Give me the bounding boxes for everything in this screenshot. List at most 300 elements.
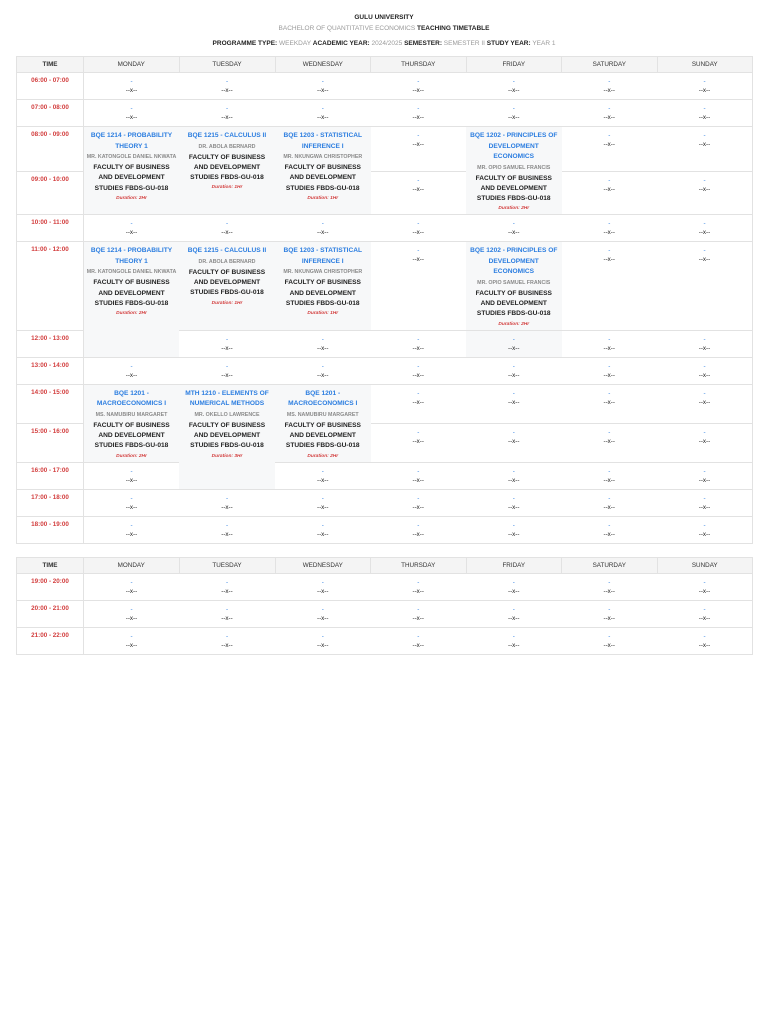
class-slot-wednesday[interactable] — [275, 127, 371, 215]
empty-slot-friday — [466, 423, 562, 462]
column-header-saturday: SATURDAY — [562, 57, 658, 73]
lecturer-name: MR. NKUNGWA CHRISTOPHER — [283, 154, 363, 160]
time-slot-label: 16:00 - 17:00 — [17, 462, 84, 489]
lecturer-name: MR. KATONGOLE DANIEL NKWATA — [86, 154, 177, 160]
empty-dash: - — [417, 220, 420, 228]
lecturer-name: MS. NAMUBIRU MARGARET — [95, 411, 168, 418]
empty-slot-wednesday — [275, 73, 371, 100]
time-slot-label: 19:00 - 20:00 — [17, 574, 84, 601]
column-header-monday: MONDAY — [84, 57, 180, 73]
duration-label: Duration: 1Hr — [307, 311, 339, 317]
empty-marker: --x-- — [603, 114, 616, 121]
column-header-saturday: SATURDAY — [562, 558, 658, 574]
empty-marker: --x-- — [316, 503, 329, 511]
empty-marker: --x-- — [603, 476, 616, 484]
empty-slot-thursday — [371, 462, 467, 489]
timetable-row — [17, 574, 753, 601]
empty-dash: - — [512, 362, 515, 370]
course-title[interactable]: BQE 1203 - STATISTICAL INFERENCE I — [283, 132, 363, 150]
empty-slot-sunday — [657, 462, 753, 489]
university-name: GULU UNIVERSITY — [354, 14, 414, 21]
timetable-row — [17, 357, 753, 384]
empty-dash: - — [512, 78, 515, 85]
empty-marker: --x-- — [412, 87, 425, 94]
venue-name: FACULTY OF BUSINESS AND DEVELOPMENT STUDIES FBDS-GU-018 — [284, 421, 361, 450]
empty-dash: - — [225, 494, 229, 502]
empty-marker: --x-- — [412, 371, 425, 379]
empty-marker: --x-- — [698, 476, 711, 484]
empty-marker: --x-- — [221, 229, 233, 237]
column-header-wednesday: WEDNESDAY — [275, 558, 371, 574]
empty-marker: --x-- — [125, 530, 138, 538]
empty-slot-saturday — [562, 628, 658, 655]
empty-slot-wednesday — [275, 215, 371, 242]
empty-marker: --x-- — [412, 114, 425, 121]
empty-dash: - — [703, 362, 706, 370]
lecturer-name: MR. NKUNGWA CHRISTOPHER — [283, 269, 363, 276]
class-slot-friday[interactable] — [466, 127, 562, 215]
empty-slot-saturday — [562, 516, 658, 543]
empty-dash: - — [130, 105, 133, 112]
empty-marker: --x-- — [603, 615, 616, 622]
timetable-row — [17, 127, 753, 172]
empty-marker: --x-- — [698, 141, 711, 148]
lecturer-name: DR. ABOLA BERNARD — [198, 258, 256, 265]
empty-dash: - — [130, 579, 133, 586]
empty-marker: --x-- — [221, 344, 233, 352]
timetable-row — [17, 462, 753, 489]
empty-marker: --x-- — [603, 141, 616, 148]
semester-value: SEMESTER II — [443, 40, 485, 47]
empty-dash: - — [225, 606, 229, 613]
empty-marker: --x-- — [698, 615, 711, 622]
empty-marker: --x-- — [412, 503, 425, 511]
empty-marker: --x-- — [316, 588, 329, 595]
course-title[interactable]: BQE 1203 - STATISTICAL INFERENCE I — [283, 247, 363, 265]
duration-label: Duration: 1Hr — [211, 185, 243, 191]
empty-dash: - — [130, 606, 133, 613]
empty-slot-saturday — [562, 423, 658, 462]
timetable-row — [17, 215, 753, 242]
empty-slot-thursday — [371, 127, 467, 172]
time-slot-label: 18:00 - 19:00 — [17, 516, 84, 543]
time-slot-label: 21:00 - 22:00 — [17, 628, 84, 655]
empty-marker: --x-- — [316, 615, 329, 622]
empty-slot-friday — [466, 462, 562, 489]
empty-dash: - — [703, 132, 706, 139]
duration-label: Duration: 3Hr — [211, 453, 243, 459]
empty-dash: - — [417, 467, 420, 475]
column-header-monday: MONDAY — [84, 558, 180, 574]
class-slot-friday[interactable] — [466, 242, 562, 330]
empty-marker: --x-- — [698, 398, 711, 406]
empty-slot-sunday — [657, 127, 753, 172]
empty-dash: - — [703, 335, 706, 343]
empty-dash: - — [703, 220, 706, 228]
empty-marker: --x-- — [125, 87, 138, 94]
empty-dash: - — [417, 633, 420, 640]
empty-slot-sunday — [657, 516, 753, 543]
empty-marker: --x-- — [603, 642, 616, 649]
empty-dash: - — [703, 78, 706, 85]
empty-slot-saturday — [562, 242, 658, 330]
empty-marker: --x-- — [412, 588, 425, 595]
empty-slot-saturday — [562, 127, 658, 172]
empty-marker: --x-- — [698, 114, 711, 121]
class-slot-wednesday[interactable] — [275, 384, 371, 462]
empty-marker: --x-- — [698, 256, 711, 264]
time-slot-label: 12:00 - 13:00 — [17, 330, 84, 357]
empty-marker: --x-- — [507, 476, 520, 484]
empty-slot-thursday — [371, 172, 467, 215]
course-title[interactable]: MTH 1210 - ELEMENTS OF NUMERICAL METHODS — [185, 389, 269, 408]
empty-slot-sunday — [657, 242, 753, 330]
empty-marker: --x-- — [698, 186, 711, 194]
duration-label: Duration: 2Hr — [116, 195, 147, 201]
empty-slot-tuesday — [179, 516, 275, 543]
empty-marker: --x-- — [507, 114, 520, 121]
empty-marker: --x-- — [603, 398, 616, 406]
empty-slot-saturday — [562, 330, 658, 357]
empty-dash: - — [512, 220, 515, 228]
empty-marker: --x-- — [698, 642, 711, 649]
time-slot-label: 13:00 - 14:00 — [17, 357, 84, 384]
empty-marker: --x-- — [412, 344, 425, 352]
column-header-time: TIME — [17, 558, 84, 574]
empty-slot-thursday — [371, 242, 467, 330]
empty-slot-thursday — [371, 423, 467, 462]
empty-slot-thursday — [371, 330, 467, 357]
empty-marker: --x-- — [412, 530, 425, 538]
empty-dash: - — [608, 78, 611, 85]
empty-dash: - — [512, 335, 515, 343]
time-slot-label: 06:00 - 07:00 — [17, 73, 84, 100]
empty-dash: - — [512, 467, 515, 475]
empty-dash: - — [321, 633, 324, 640]
lecturer-name: DR. ABOLA BERNARD — [198, 143, 256, 150]
empty-dash: - — [321, 78, 324, 85]
empty-slot-monday — [84, 357, 180, 384]
empty-marker: --x-- — [412, 476, 425, 484]
empty-marker: --x-- — [316, 530, 329, 538]
time-slot-label: 08:00 - 09:00 — [17, 127, 84, 172]
empty-marker: --x-- — [603, 344, 616, 352]
column-header-wednesday: WEDNESDAY — [275, 57, 371, 73]
empty-dash: - — [417, 105, 420, 112]
empty-marker: --x-- — [698, 588, 711, 595]
class-slot-monday[interactable] — [84, 127, 180, 215]
programme-type-value: WEEKDAY — [279, 40, 311, 47]
column-header-friday: FRIDAY — [466, 558, 562, 574]
empty-dash: - — [130, 633, 133, 640]
empty-marker: --x-- — [603, 503, 616, 511]
empty-slot-monday — [84, 73, 180, 100]
empty-dash: - — [512, 521, 515, 529]
empty-dash: - — [130, 521, 133, 529]
empty-marker: --x-- — [698, 344, 711, 352]
empty-dash: - — [417, 247, 420, 255]
empty-slot-tuesday — [179, 574, 275, 601]
empty-slot-sunday — [657, 73, 753, 100]
empty-marker: --x-- — [221, 503, 233, 511]
empty-slot-thursday — [371, 574, 467, 601]
empty-slot-monday — [84, 462, 180, 489]
empty-dash: - — [417, 389, 420, 397]
empty-slot-sunday — [657, 215, 753, 242]
course-title[interactable]: BQE 1215 - CALCULUS II — [187, 132, 267, 139]
class-slot-wednesday[interactable] — [275, 242, 371, 330]
timetable-meta — [0, 40, 768, 47]
empty-dash: - — [130, 78, 133, 85]
venue-name: FACULTY OF BUSINESS AND DEVELOPMENT STUDIES FBDS-GU-018 — [475, 174, 552, 203]
duration-label: Duration: 2Hr — [498, 206, 530, 212]
empty-marker: --x-- — [125, 371, 138, 379]
empty-slot-saturday — [562, 100, 658, 127]
empty-slot-monday — [84, 215, 180, 242]
empty-slot-saturday — [562, 172, 658, 215]
empty-slot-monday — [84, 489, 180, 516]
empty-marker: --x-- — [603, 588, 616, 595]
empty-slot-sunday — [657, 574, 753, 601]
lecturer-name: MR. KATONGOLE DANIEL NKWATA — [86, 269, 177, 276]
empty-dash: - — [608, 389, 611, 397]
empty-marker: --x-- — [412, 229, 425, 237]
empty-slot-thursday — [371, 215, 467, 242]
empty-slot-wednesday — [275, 357, 371, 384]
duration-label: Duration: 1Hr — [211, 300, 243, 306]
empty-dash: - — [225, 579, 229, 586]
empty-marker: --x-- — [412, 437, 425, 445]
empty-dash: - — [608, 105, 611, 112]
course-title[interactable]: BQE 1215 - CALCULUS II — [187, 247, 267, 255]
timetable-row — [17, 384, 753, 423]
class-slot-monday[interactable] — [84, 384, 180, 462]
course-title[interactable]: BQE 1214 - PROBABILITY THEORY 1 — [90, 247, 173, 265]
empty-dash: - — [608, 521, 611, 529]
empty-marker: --x-- — [221, 642, 233, 649]
timetable-row — [17, 628, 753, 655]
empty-marker: --x-- — [316, 371, 329, 379]
empty-slot-friday — [466, 357, 562, 384]
empty-slot-thursday — [371, 601, 467, 628]
empty-slot-friday — [466, 73, 562, 100]
empty-marker: --x-- — [412, 186, 425, 194]
empty-slot-wednesday — [275, 601, 371, 628]
duration-label: Duration: 2Hr — [498, 321, 530, 327]
empty-dash: - — [417, 521, 420, 529]
empty-dash: - — [512, 633, 515, 640]
empty-slot-wednesday — [275, 100, 371, 127]
empty-dash: - — [417, 335, 420, 343]
empty-slot-friday — [466, 516, 562, 543]
empty-dash: - — [417, 579, 420, 586]
duration-label: Duration: 2Hr — [116, 311, 147, 317]
column-header-sunday: SUNDAY — [657, 558, 753, 574]
empty-dash: - — [225, 521, 229, 529]
venue-name: FACULTY OF BUSINESS AND DEVELOPMENT STUDIES FBDS-GU-018 — [93, 164, 170, 192]
duration-label: Duration: 2Hr — [307, 453, 339, 459]
empty-slot-thursday — [371, 516, 467, 543]
document-title: TEACHING TIMETABLE — [416, 25, 490, 32]
column-header-friday: FRIDAY — [466, 57, 562, 73]
empty-dash: - — [417, 132, 420, 139]
empty-dash: - — [225, 220, 229, 228]
empty-dash: - — [512, 389, 515, 397]
programme-name: BACHELOR OF QUANTITATIVE ECONOMICS — [278, 25, 416, 32]
empty-marker: --x-- — [412, 256, 425, 264]
empty-dash: - — [225, 362, 229, 370]
programme-title — [0, 25, 768, 32]
empty-slot-wednesday — [275, 574, 371, 601]
study-year-label: STUDY YEAR: — [486, 40, 531, 47]
empty-marker: --x-- — [125, 114, 138, 121]
venue-name: FACULTY OF BUSINESS AND DEVELOPMENT STUDIES FBDS-GU-018 — [188, 153, 266, 182]
empty-marker: --x-- — [125, 588, 138, 595]
empty-marker: --x-- — [507, 371, 520, 379]
empty-dash: - — [703, 105, 706, 112]
lecturer-name: MR. OPIO SAMUEL FRANCIS — [477, 279, 551, 286]
venue-name: FACULTY OF BUSINESS AND DEVELOPMENT STUDIES FBDS-GU-018 — [93, 421, 170, 450]
empty-dash: - — [417, 362, 420, 370]
empty-dash: - — [321, 362, 324, 370]
empty-dash: - — [417, 606, 420, 613]
column-header-time: TIME — [17, 57, 84, 73]
timetable-day — [16, 56, 753, 544]
column-header-tuesday: TUESDAY — [179, 558, 275, 574]
class-slot-tuesday[interactable] — [179, 384, 275, 489]
empty-slot-saturday — [562, 215, 658, 242]
column-header-sunday: SUNDAY — [657, 57, 753, 73]
empty-slot-tuesday — [179, 330, 275, 357]
empty-dash: - — [130, 494, 133, 502]
empty-dash: - — [703, 247, 706, 255]
empty-slot-wednesday — [275, 489, 371, 516]
empty-dash: - — [417, 428, 420, 436]
timetable-row — [17, 242, 753, 330]
course-title[interactable]: BQE 1202 - PRINCIPLES OF DEVELOPMENT ECONOMICS — [470, 247, 558, 276]
empty-marker: --x-- — [221, 615, 233, 622]
venue-name: FACULTY OF BUSINESS AND DEVELOPMENT STUDIES FBDS-GU-018 — [475, 289, 552, 318]
empty-slot-friday — [466, 100, 562, 127]
empty-dash: - — [703, 606, 706, 613]
empty-slot-tuesday — [179, 489, 275, 516]
empty-slot-sunday — [657, 100, 753, 127]
empty-dash: - — [512, 579, 515, 586]
course-title[interactable]: BQE 1214 - PROBABILITY THEORY 1 — [90, 132, 173, 150]
empty-slot-friday — [466, 601, 562, 628]
empty-dash: - — [225, 335, 229, 343]
empty-dash: - — [608, 633, 611, 640]
empty-slot-saturday — [562, 384, 658, 423]
course-title[interactable]: BQE 1201 - MACROECONOMICS I — [96, 389, 167, 408]
empty-slot-sunday — [657, 601, 753, 628]
empty-slot-sunday — [657, 384, 753, 423]
empty-marker: --x-- — [412, 141, 425, 148]
column-header-thursday: THURSDAY — [371, 558, 467, 574]
empty-slot-tuesday — [179, 100, 275, 127]
empty-marker: --x-- — [507, 588, 520, 595]
time-slot-label: 09:00 - 10:00 — [17, 172, 84, 215]
empty-marker: --x-- — [125, 503, 138, 511]
empty-dash: - — [608, 494, 611, 502]
timetable-evening — [16, 557, 753, 655]
empty-marker: --x-- — [603, 371, 616, 379]
empty-slot-sunday — [657, 357, 753, 384]
empty-slot-friday — [466, 489, 562, 516]
empty-marker: --x-- — [507, 344, 520, 352]
empty-dash: - — [321, 105, 324, 112]
empty-dash: - — [512, 606, 515, 613]
header-row — [17, 558, 753, 574]
empty-slot-thursday — [371, 384, 467, 423]
empty-marker: --x-- — [603, 186, 616, 194]
timetable-row — [17, 516, 753, 543]
empty-dash: - — [703, 521, 706, 529]
empty-slot-monday — [84, 516, 180, 543]
empty-slot-saturday — [562, 489, 658, 516]
empty-marker: --x-- — [221, 114, 233, 121]
empty-slot-wednesday — [275, 462, 371, 489]
lecturer-name: MS. NAMUBIRU MARGARET — [286, 411, 359, 418]
empty-slot-wednesday — [275, 330, 371, 357]
empty-marker: --x-- — [507, 398, 520, 406]
empty-marker: --x-- — [603, 530, 616, 538]
venue-name: FACULTY OF BUSINESS AND DEVELOPMENT STUDIES FBDS-GU-018 — [284, 279, 361, 307]
empty-slot-friday — [466, 330, 562, 357]
empty-slot-wednesday — [275, 516, 371, 543]
course-title[interactable]: BQE 1202 - PRINCIPLES OF DEVELOPMENT ECONOMICS — [470, 132, 558, 160]
empty-slot-thursday — [371, 357, 467, 384]
time-slot-label: 15:00 - 16:00 — [17, 423, 84, 462]
empty-dash: - — [608, 247, 611, 255]
empty-slot-saturday — [562, 574, 658, 601]
empty-dash: - — [130, 220, 133, 228]
empty-dash: - — [417, 177, 420, 185]
empty-marker: --x-- — [698, 87, 711, 94]
class-slot-monday[interactable] — [84, 242, 180, 357]
empty-slot-monday — [84, 628, 180, 655]
course-title[interactable]: BQE 1201 - MACROECONOMICS I — [288, 389, 358, 408]
empty-slot-saturday — [562, 462, 658, 489]
empty-marker: --x-- — [698, 229, 711, 237]
class-slot-tuesday[interactable] — [179, 242, 275, 330]
empty-marker: --x-- — [125, 229, 138, 237]
academic-year-label: ACADEMIC YEAR: — [312, 40, 370, 47]
empty-marker: --x-- — [221, 371, 233, 379]
empty-slot-sunday — [657, 330, 753, 357]
timetable-row — [17, 601, 753, 628]
empty-marker: --x-- — [603, 256, 616, 264]
empty-marker: --x-- — [507, 87, 520, 94]
empty-marker: --x-- — [698, 530, 711, 538]
empty-marker: --x-- — [125, 476, 138, 484]
empty-dash: - — [321, 521, 324, 529]
empty-slot-monday — [84, 100, 180, 127]
class-slot-tuesday[interactable] — [179, 127, 275, 215]
time-slot-label: 10:00 - 11:00 — [17, 215, 84, 242]
lecturer-name: MR. OPIO SAMUEL FRANCIS — [477, 164, 551, 171]
empty-slot-thursday — [371, 628, 467, 655]
empty-marker: --x-- — [698, 437, 711, 445]
empty-slot-saturday — [562, 357, 658, 384]
empty-dash: - — [321, 579, 324, 586]
column-header-thursday: THURSDAY — [371, 57, 467, 73]
empty-slot-tuesday — [179, 628, 275, 655]
empty-dash: - — [608, 606, 611, 613]
empty-slot-sunday — [657, 489, 753, 516]
empty-dash: - — [321, 335, 324, 343]
programme-type-label: PROGRAMME TYPE: — [212, 40, 278, 47]
